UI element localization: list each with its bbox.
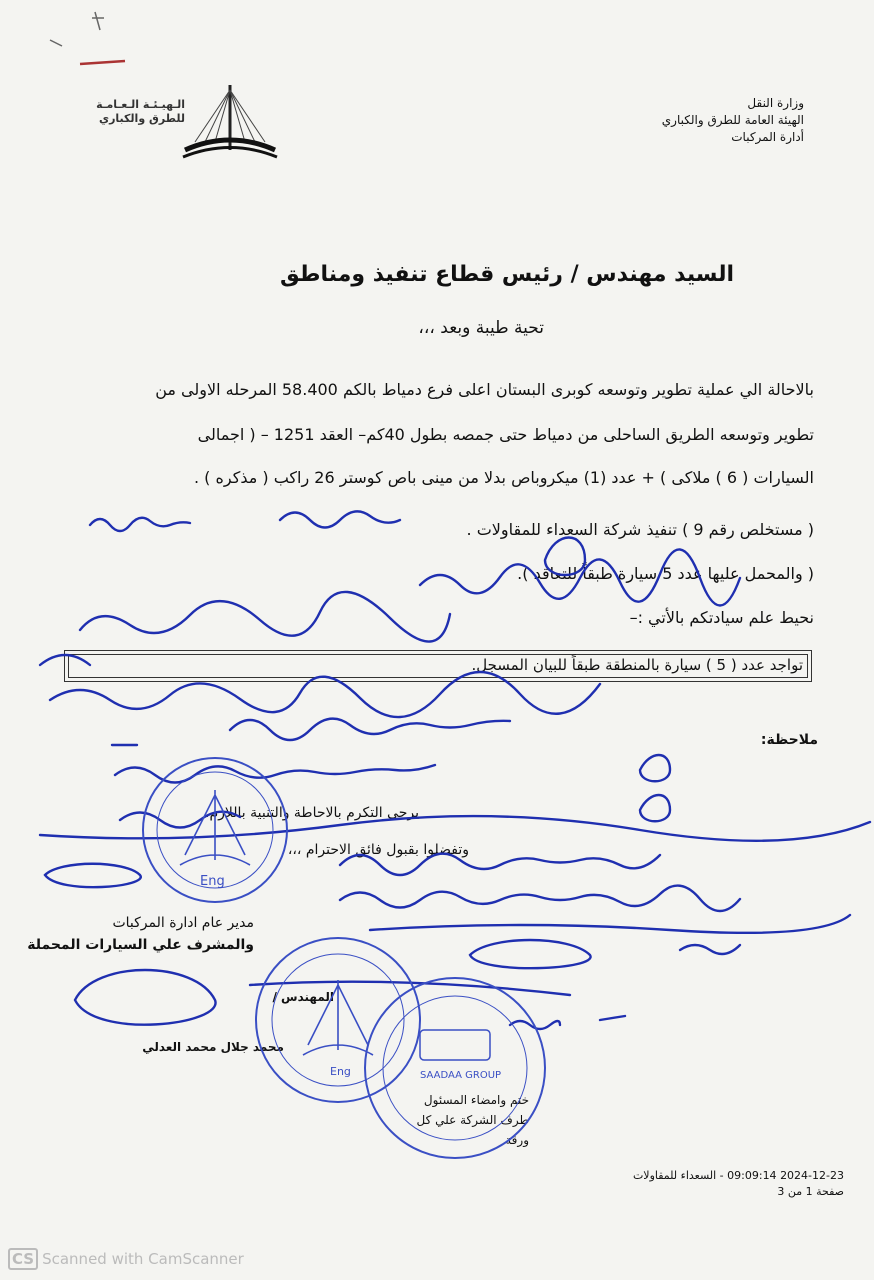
letterhead-text bbox=[544, 95, 804, 146]
greeting: تحية طيبة وبعد ،،، bbox=[418, 318, 544, 338]
note-label: ملاحظة: bbox=[760, 732, 818, 748]
body-line-2: تطوير وتوسعه الطريق الساحلى من دمياط حتى جمصه بطول 40كم– العقد 1251 – ( اجمالى bbox=[197, 425, 814, 444]
authority-name: الهيئة العامة للطرق والكباري bbox=[661, 113, 804, 127]
supervisor-title: والمشرف علي السيارات المحملة bbox=[27, 937, 254, 953]
director-name: محمد جلال محمد العدلي bbox=[142, 1040, 284, 1054]
stamp-eng-label: Eng bbox=[200, 874, 225, 889]
ministry-name: وزارة النقل bbox=[747, 96, 804, 110]
department-name: أدارة المركبات bbox=[731, 130, 804, 144]
closing-text: وتفضلوا بقبول فائق الاحترام ،،، bbox=[287, 842, 469, 858]
director-title: مدير عام ادارة المركبات bbox=[112, 915, 254, 931]
stamp-group-label: SAADAA GROUP bbox=[420, 1070, 502, 1081]
engineer-label: المهندس / bbox=[272, 990, 334, 1004]
body-line-3: السيارات ( 6 ) ملاكى ) + عدد (1) ميكروباص بدلا من مينى باص كوستر 26 راكب ( مذكره ) . bbox=[194, 468, 814, 487]
boxed-statement-text: تواجد عدد ( 5 ) سيارة بالمنطقة طبقاً للبيان المسجل. bbox=[471, 656, 803, 674]
watermark-text: Scanned with CamScanner bbox=[42, 1250, 244, 1268]
camscanner-watermark bbox=[8, 1248, 244, 1270]
boxed-statement bbox=[64, 650, 812, 682]
camscanner-icon: CS bbox=[8, 1248, 38, 1270]
salutation: السيد مهندس / رئيس قطاع تنفيذ ومناطق bbox=[279, 262, 734, 287]
authority-logo bbox=[55, 80, 285, 160]
director-signature-block bbox=[27, 912, 254, 956]
body-line-1: بالاحالة الي عملية تطوير وتوسعه كوبرى البستان اعلى فرع دمياط بالكم 58.400 المرحله الاولى من bbox=[155, 380, 814, 399]
request-text: يرجي التكرم بالاحاطة والتنبية باللازم. bbox=[205, 805, 419, 821]
company-stamp-note: ختم وامضاء المسئول طرف الشركة علي كل ورقة bbox=[416, 1093, 529, 1147]
body-line-4: ( مستخلص رقم 9 ) تنفيذ شركة السعداء للمقاولات . bbox=[466, 520, 814, 539]
body-line-5: ( والمحمل عليها عدد 5 سيارة طبقاً للتعاقد ). bbox=[517, 564, 814, 583]
body-line-6: نحيط علم سيادتكم بالأتي :– bbox=[629, 608, 814, 627]
footer-page-number: صفحة 1 من 3 bbox=[777, 1185, 844, 1198]
footer-timestamp: 2024-12-23 09:09:14 - السعداء للمقاولات bbox=[632, 1169, 844, 1182]
page-footer bbox=[633, 1168, 844, 1200]
stamp-eng-label-2: Eng bbox=[330, 1065, 351, 1078]
logo-wordmark: الـهيـئـة الـعـامـة للطرق والكباري bbox=[96, 98, 185, 125]
